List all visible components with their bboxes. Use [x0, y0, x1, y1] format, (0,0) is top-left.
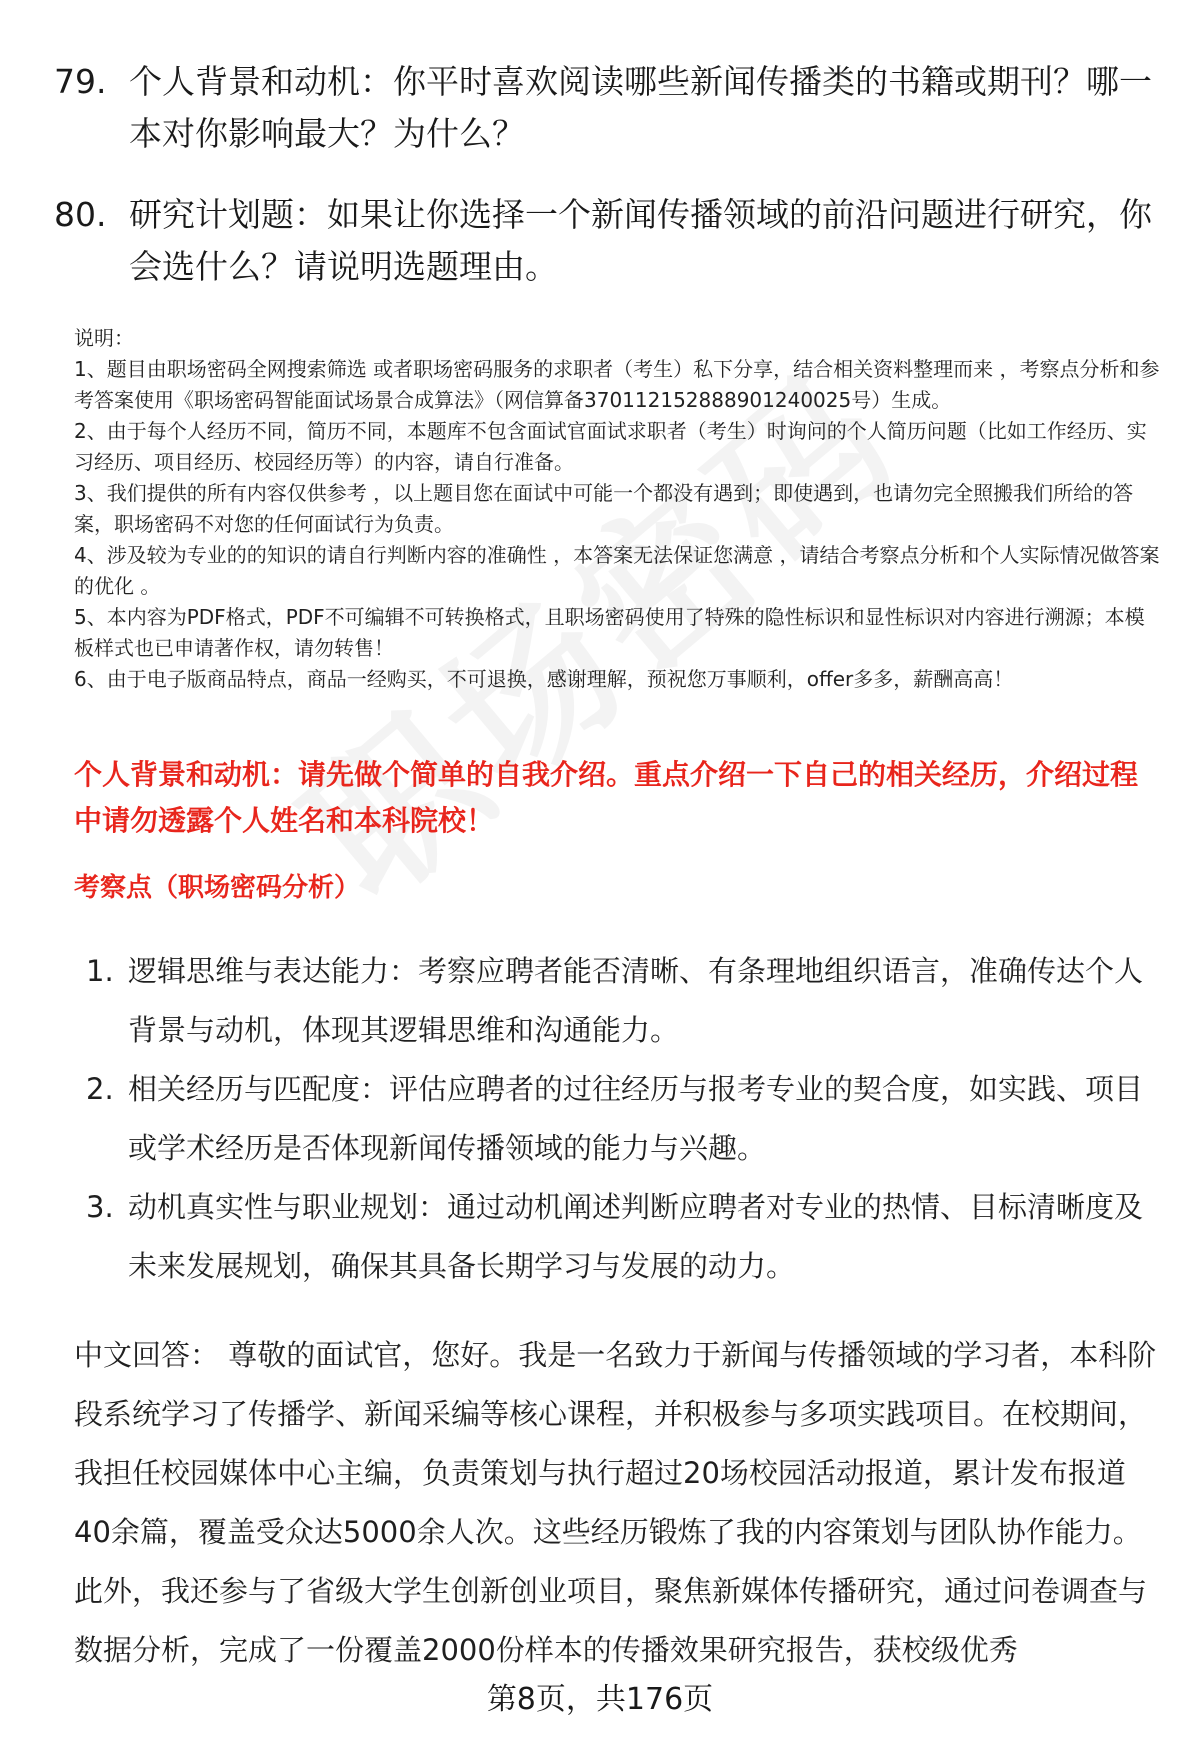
exam-point-number: 3.	[86, 1190, 114, 1224]
current-question-title: 个人背景和动机：请先做个简单的自我介绍。重点介绍一下自己的相关经历，介绍过程中请勿透露个人姓名和本科院校！	[74, 758, 1139, 837]
note-item: 5、本内容为PDF格式，PDF不可编辑不可转换格式，且职场密码使用了特殊的隐性标识和显性标识对内容进行溯源；本模板样式也已申请著作权，请勿转售！	[74, 605, 1145, 660]
question-text: 个人背景和动机：你平时喜欢阅读哪些新闻传播类的书籍或期刊？哪一本对你影响最大？为什么？	[129, 62, 1152, 153]
question-list	[54, 56, 1154, 322]
question-item	[54, 189, 1154, 293]
note-item: 2、由于每个人经历不同，简历不同，本题库不包含面试官面试求职者（考生）时询问的个人简历问题（比如工作经历、实习经历、项目经历、校园经历等）的内容，请自行准备。	[74, 419, 1147, 474]
exam-point-text: 逻辑思维与表达能力：考察应聘者能否清晰、有条理地组织语言，准确传达个人背景与动机，体现其逻辑思维和沟通能力。	[128, 954, 1144, 1047]
answer-paragraph: 中文回答： 尊敬的面试官，您好。我是一名致力于新闻与传播领域的学习者，本科阶段系统学习了传播学、新闻采编等核心课程，并积极参与多项实践项目。在校期间，我担任校园媒体中心主编，负责策划与执行超过20场校园活动报道，累计发布报道40余篇，覆盖受众达5000余人次。这些经历锻炼了我的内容策划与团队协作能力。此外，我还参与了省级大学生创新创业项目，聚焦新媒体传播研究，通过问卷调查与数据分析，完成了一份覆盖2000份样本的传播效果研究报告，获校级优秀	[74, 1338, 1157, 1667]
question-item	[54, 56, 1154, 160]
exam-point-text: 动机真实性与职业规划：通过动机阐述判断应聘者对专业的热情、目标清晰度及未来发展规划，确保其具备长期学习与发展的动力。	[128, 1190, 1144, 1283]
notes-heading: 说明：	[74, 326, 134, 350]
question-number: 79.	[54, 62, 107, 101]
exam-points-list	[86, 942, 1166, 1296]
exam-point-number: 1.	[86, 954, 114, 988]
page-number-footer: 第8页，共176页	[486, 1682, 714, 1717]
exam-point-item	[86, 942, 1166, 1060]
exam-point-item	[86, 1060, 1166, 1178]
exam-points-title: 考察点（职场密码分析）	[74, 873, 361, 903]
note-item: 6、由于电子版商品特点，商品一经购买，不可退换，感谢理解，预祝您万事顺利，offer多多，薪酬高高！	[74, 667, 1014, 691]
exam-point-item	[86, 1178, 1166, 1296]
exam-point-text: 相关经历与匹配度：评估应聘者的过往经历与报考专业的契合度，如实践、项目或学术经历是否体现新闻传播领域的能力与兴趣。	[128, 1072, 1144, 1165]
note-item: 1、题目由职场密码全网搜索筛选 或者职场密码服务的求职者（考生）私下分享，结合相关资料整理而来 ，考察点分析和参考答案使用《职场密码智能面试场景合成算法》（网信算备370112152888901240025号）生成。	[74, 357, 1160, 412]
exam-point-number: 2.	[86, 1072, 114, 1106]
note-item: 3、我们提供的所有内容仅供参考 ，以上题目您在面试中可能一个都没有遇到；即使遇到，也请勿完全照搬我们所给的答案，职场密码不对您的任何面试行为负责。	[74, 481, 1134, 536]
question-number: 80.	[54, 195, 107, 234]
notes-section	[74, 323, 1164, 695]
question-text: 研究计划题：如果让你选择一个新闻传播领域的前沿问题进行研究，你会选什么？请说明选题理由。	[129, 195, 1152, 286]
note-item: 4、涉及较为专业的的知识的请自行判断内容的准确性 ，本答案无法保证您满意 ，请结合考察点分析和个人实际情况做答案的优化 。	[74, 543, 1160, 598]
